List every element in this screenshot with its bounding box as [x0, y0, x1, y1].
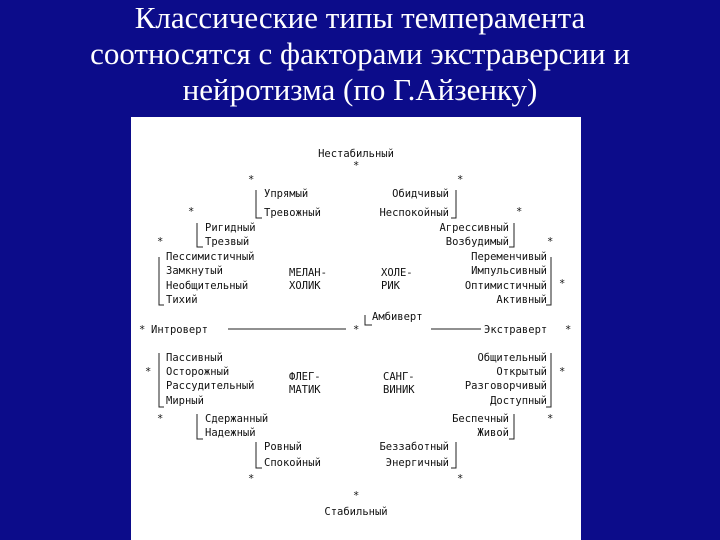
star-marker: * — [248, 174, 255, 186]
star-marker: * — [547, 413, 554, 425]
trait-sanguine-7: Беззаботный — [379, 441, 449, 453]
center-bracket — [365, 315, 372, 325]
trait-melancholic-1: Упрямый — [264, 188, 309, 200]
star-marker: * — [547, 236, 554, 248]
bracket-tr-inner — [451, 190, 456, 218]
eysenck-diagram — [131, 117, 581, 540]
bracket-bl-mid — [197, 414, 203, 439]
bracket-bl-outer — [159, 353, 164, 407]
star-marker: * — [559, 278, 566, 290]
star-marker: * — [457, 473, 464, 485]
temperament-melancholic-2: ХОЛИК — [289, 280, 321, 292]
trait-sanguine-6: Живой — [477, 427, 509, 439]
trait-phlegmatic-3: Рассудительный — [166, 380, 255, 392]
temperament-choleric-2: РИК — [381, 280, 400, 292]
star-marker: * — [157, 236, 164, 248]
trait-melancholic-8: Тихий — [166, 294, 198, 306]
trait-sanguine-5: Беспечный — [452, 413, 509, 425]
star-marker: * — [248, 473, 255, 485]
pole-bottom: Стабильный — [324, 506, 388, 518]
trait-choleric-4: Возбудимый — [445, 236, 509, 248]
trait-melancholic-2: Тревожный — [264, 207, 321, 219]
trait-choleric-6: Импульсивный — [471, 265, 547, 277]
star-marker: * — [353, 324, 360, 336]
trait-choleric-8: Активный — [496, 294, 547, 306]
trait-phlegmatic-1: Пассивный — [166, 352, 223, 364]
trait-phlegmatic-7: Ровный — [264, 441, 302, 453]
trait-phlegmatic-8: Спокойный — [264, 457, 321, 469]
trait-melancholic-3: Ригидный — [205, 222, 256, 234]
star-marker: * — [139, 324, 146, 336]
bracket-bl-inner — [256, 442, 262, 468]
bracket-tr-mid — [509, 223, 514, 247]
star-marker: * — [457, 174, 464, 186]
trait-choleric-1: Обидчивый — [392, 188, 449, 200]
trait-sanguine-4: Доступный — [490, 395, 547, 407]
diagram-canvas — [131, 117, 581, 540]
trait-melancholic-5: Пессимистичный — [166, 251, 255, 263]
trait-sanguine-2: Открытый — [496, 366, 547, 378]
star-marker: * — [145, 366, 152, 378]
slide-title — [0, 0, 720, 108]
star-marker: * — [565, 324, 572, 336]
bracket-tl-inner — [256, 190, 262, 218]
trait-choleric-2: Неспокойный — [379, 207, 449, 219]
pole-right: Экстраверт — [484, 324, 548, 336]
temperament-choleric-1: ХОЛЕ- — [381, 267, 413, 279]
star-marker: * — [188, 206, 195, 218]
title-line-1: Классические типы темперамента — [134, 0, 586, 35]
trait-melancholic-4: Трезвый — [205, 236, 250, 248]
trait-melancholic-6: Замкнутый — [166, 265, 223, 277]
temperament-phlegmatic-2: МАТИК — [289, 384, 321, 396]
star-marker: * — [353, 160, 360, 172]
pole-left: Интроверт — [151, 324, 208, 336]
trait-phlegmatic-5: Сдержанный — [205, 413, 269, 425]
bracket-br-mid — [509, 414, 514, 439]
temperament-sanguine-2: ВИНИК — [383, 384, 415, 396]
star-marker: * — [353, 490, 360, 502]
trait-phlegmatic-6: Надежный — [205, 427, 256, 439]
trait-phlegmatic-2: Осторожный — [166, 366, 230, 378]
star-marker: * — [559, 366, 566, 378]
trait-sanguine-1: Общительный — [477, 352, 547, 364]
trait-choleric-7: Оптимистичный — [464, 280, 547, 292]
title-line-2: соотносятся с факторами экстраверсии и — [90, 36, 630, 71]
star-marker: * — [516, 206, 523, 218]
trait-phlegmatic-4: Мирный — [166, 395, 204, 407]
temperament-sanguine-1: САНГ- — [383, 371, 415, 383]
bracket-tl-outer — [159, 257, 164, 305]
pole-top: Нестабильный — [318, 148, 394, 160]
trait-sanguine-3: Разговорчивый — [464, 380, 547, 392]
bracket-br-inner — [451, 442, 456, 468]
title-line-3: нейротизма (по Г.Айзенку) — [182, 72, 538, 107]
star-marker: * — [157, 413, 164, 425]
trait-choleric-5: Переменчивый — [471, 251, 547, 263]
temperament-phlegmatic-1: ФЛЕГ- — [289, 371, 321, 383]
temperament-melancholic-1: МЕЛАН- — [289, 267, 327, 279]
pole-center: Амбиверт — [372, 311, 423, 323]
trait-sanguine-8: Энергичный — [385, 457, 449, 469]
bracket-tl-mid — [197, 223, 203, 247]
trait-melancholic-7: Необщительный — [166, 280, 249, 292]
trait-choleric-3: Агрессивный — [439, 222, 509, 234]
